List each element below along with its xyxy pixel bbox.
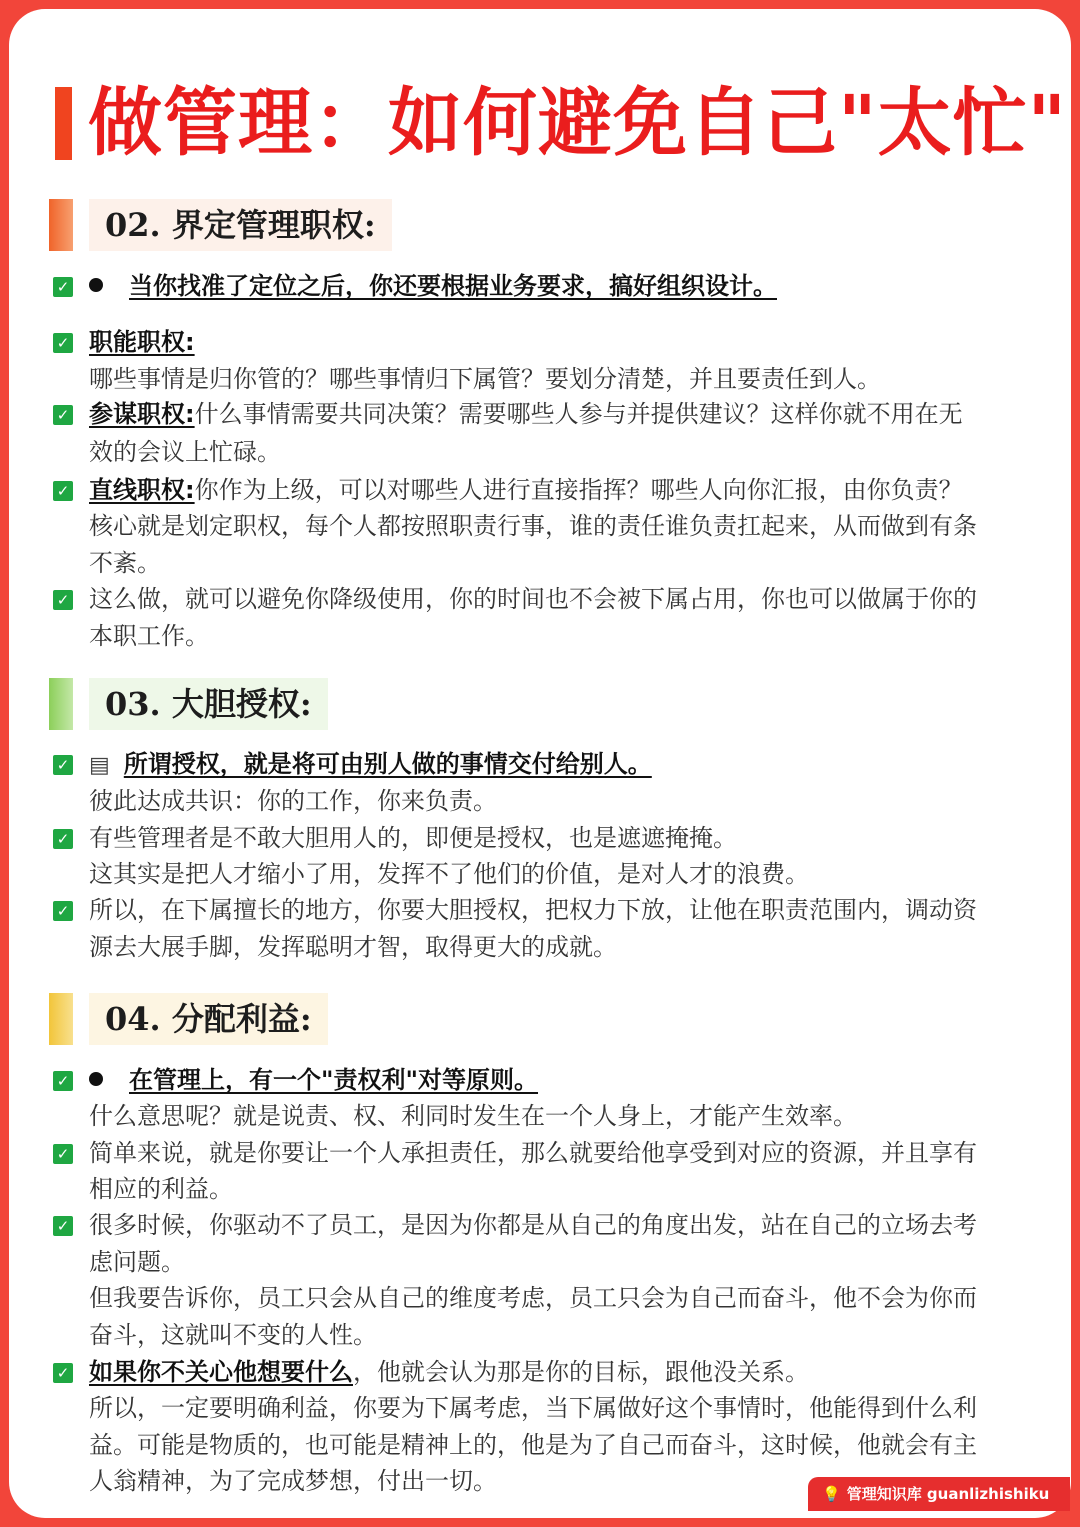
check-icon: ✓ [53,1363,73,1383]
section-lead: 在管理上，有一个"责权利"对等原则。 [89,1062,538,1098]
section-title: 04. 分配利益: [89,993,328,1045]
list-item: 很多时候，你驱动不了员工，是因为你都是从自己的角度出发，站在自己的立场去考 [89,1211,977,1239]
section-bar [49,199,73,251]
bullet-icon [89,278,103,292]
section-heading-04 [49,993,354,1045]
check-icon: ✓ [53,481,73,501]
list-item: 简单来说，就是你要让一个人承担责任，那么就要给他享受到对应的资源，并且享有 [89,1139,977,1167]
list-item: 直线职权:你作为上级，可以对哪些人进行直接指挥？哪些人向你汇报，由你负责？ [89,476,963,504]
section-lead-cont: 彼此达成共识：你的工作，你来负责。 [89,787,497,815]
section-lead: 当你找准了定位之后，你还要根据业务要求，搞好组织设计。 [89,268,777,304]
lightbulb-icon: 💡 [822,1485,841,1503]
check-icon: ✓ [53,1144,73,1164]
list-item-cont: 相应的利益。 [89,1175,233,1203]
list-item: 参谋职权:什么事情需要共同决策？需要哪些人参与并提供建议？这样你就不用在无 [89,400,963,428]
page-title: 做管理：如何避免自己"太忙" [88,80,1068,166]
bullet-icon [89,1072,103,1086]
section-bar [49,678,73,730]
list-item-cont: 奋斗，这就叫不变的人性。 [89,1321,377,1349]
list-item-cont: 本职工作。 [89,622,209,650]
list-item-cont: 虑问题。 [89,1248,185,1276]
list-item-cont: 益。可能是物质的，也可能是精神上的，他是为了自己而奋斗，这时候，他就会有主 [89,1431,977,1459]
section-bar [49,993,73,1045]
list-item: 如果你不关心他想要什么，他就会认为那是你的目标，跟他没关系。 [89,1358,809,1386]
check-icon: ✓ [53,755,73,775]
list-item-cont: 核心就是划定职权，每个人都按照职责行事，谁的责任谁负责扛起来，从而做到有条 [89,512,977,540]
list-item-cont: 不紊。 [89,549,161,577]
list-item-cont: 源去大展手脚，发挥聪明才智，取得更大的成就。 [89,933,617,961]
list-item-cont: 哪些事情是归你管的？哪些事情归下属管？要划分清楚，并且要责任到人。 [89,365,881,393]
list-item-cont: 效的会议上忙碌。 [89,438,281,466]
section-title: 02. 界定管理职权: [89,199,392,251]
list-item-cont: 这其实是把人才缩小了用，发挥不了他们的价值，是对人才的浪费。 [89,860,809,888]
list-item-cont: 所以，一定要明确利益，你要为下属考虑，当下属做好这个事情时，他能得到什么利 [89,1394,977,1422]
list-item: 职能职权: [89,328,195,356]
check-icon: ✓ [53,1071,73,1091]
list-item: 所以，在下属擅长的地方，你要大胆授权，把权力下放，让他在职责范围内，调动资 [89,896,977,924]
check-icon: ✓ [53,405,73,425]
section-heading-03 [49,678,354,730]
section-lead-cont: 什么意思呢？就是说责、权、利同时发生在一个人身上，才能产生效率。 [89,1102,857,1130]
section-lead: ▤ 所谓授权，就是将可由别人做的事情交付给别人。 [89,746,652,784]
document-icon: ▤ [89,753,110,778]
check-icon: ✓ [53,333,73,353]
check-icon: ✓ [53,901,73,921]
check-icon: ✓ [53,277,73,297]
check-icon: ✓ [53,590,73,610]
check-icon: ✓ [53,829,73,849]
list-item-cont: 但我要告诉你，员工只会从自己的维度考虑，员工只会为自己而奋斗，他不会为你而 [89,1284,977,1312]
title-accent-bar [55,87,72,160]
list-item: 这么做，就可以避免你降级使用，你的时间也不会被下属占用，你也可以做属于你的 [89,585,977,613]
section-heading-02 [49,199,429,251]
check-icon: ✓ [53,1216,73,1236]
section-title: 03. 大胆授权: [89,678,328,730]
footer-watermark: 💡 管理知识库 guanlizhishiku [808,1477,1070,1511]
list-item-cont: 人翁精神，为了完成梦想，付出一切。 [89,1467,497,1495]
list-item: 有些管理者是不敢大胆用人的，即便是授权，也是遮遮掩掩。 [89,824,737,852]
